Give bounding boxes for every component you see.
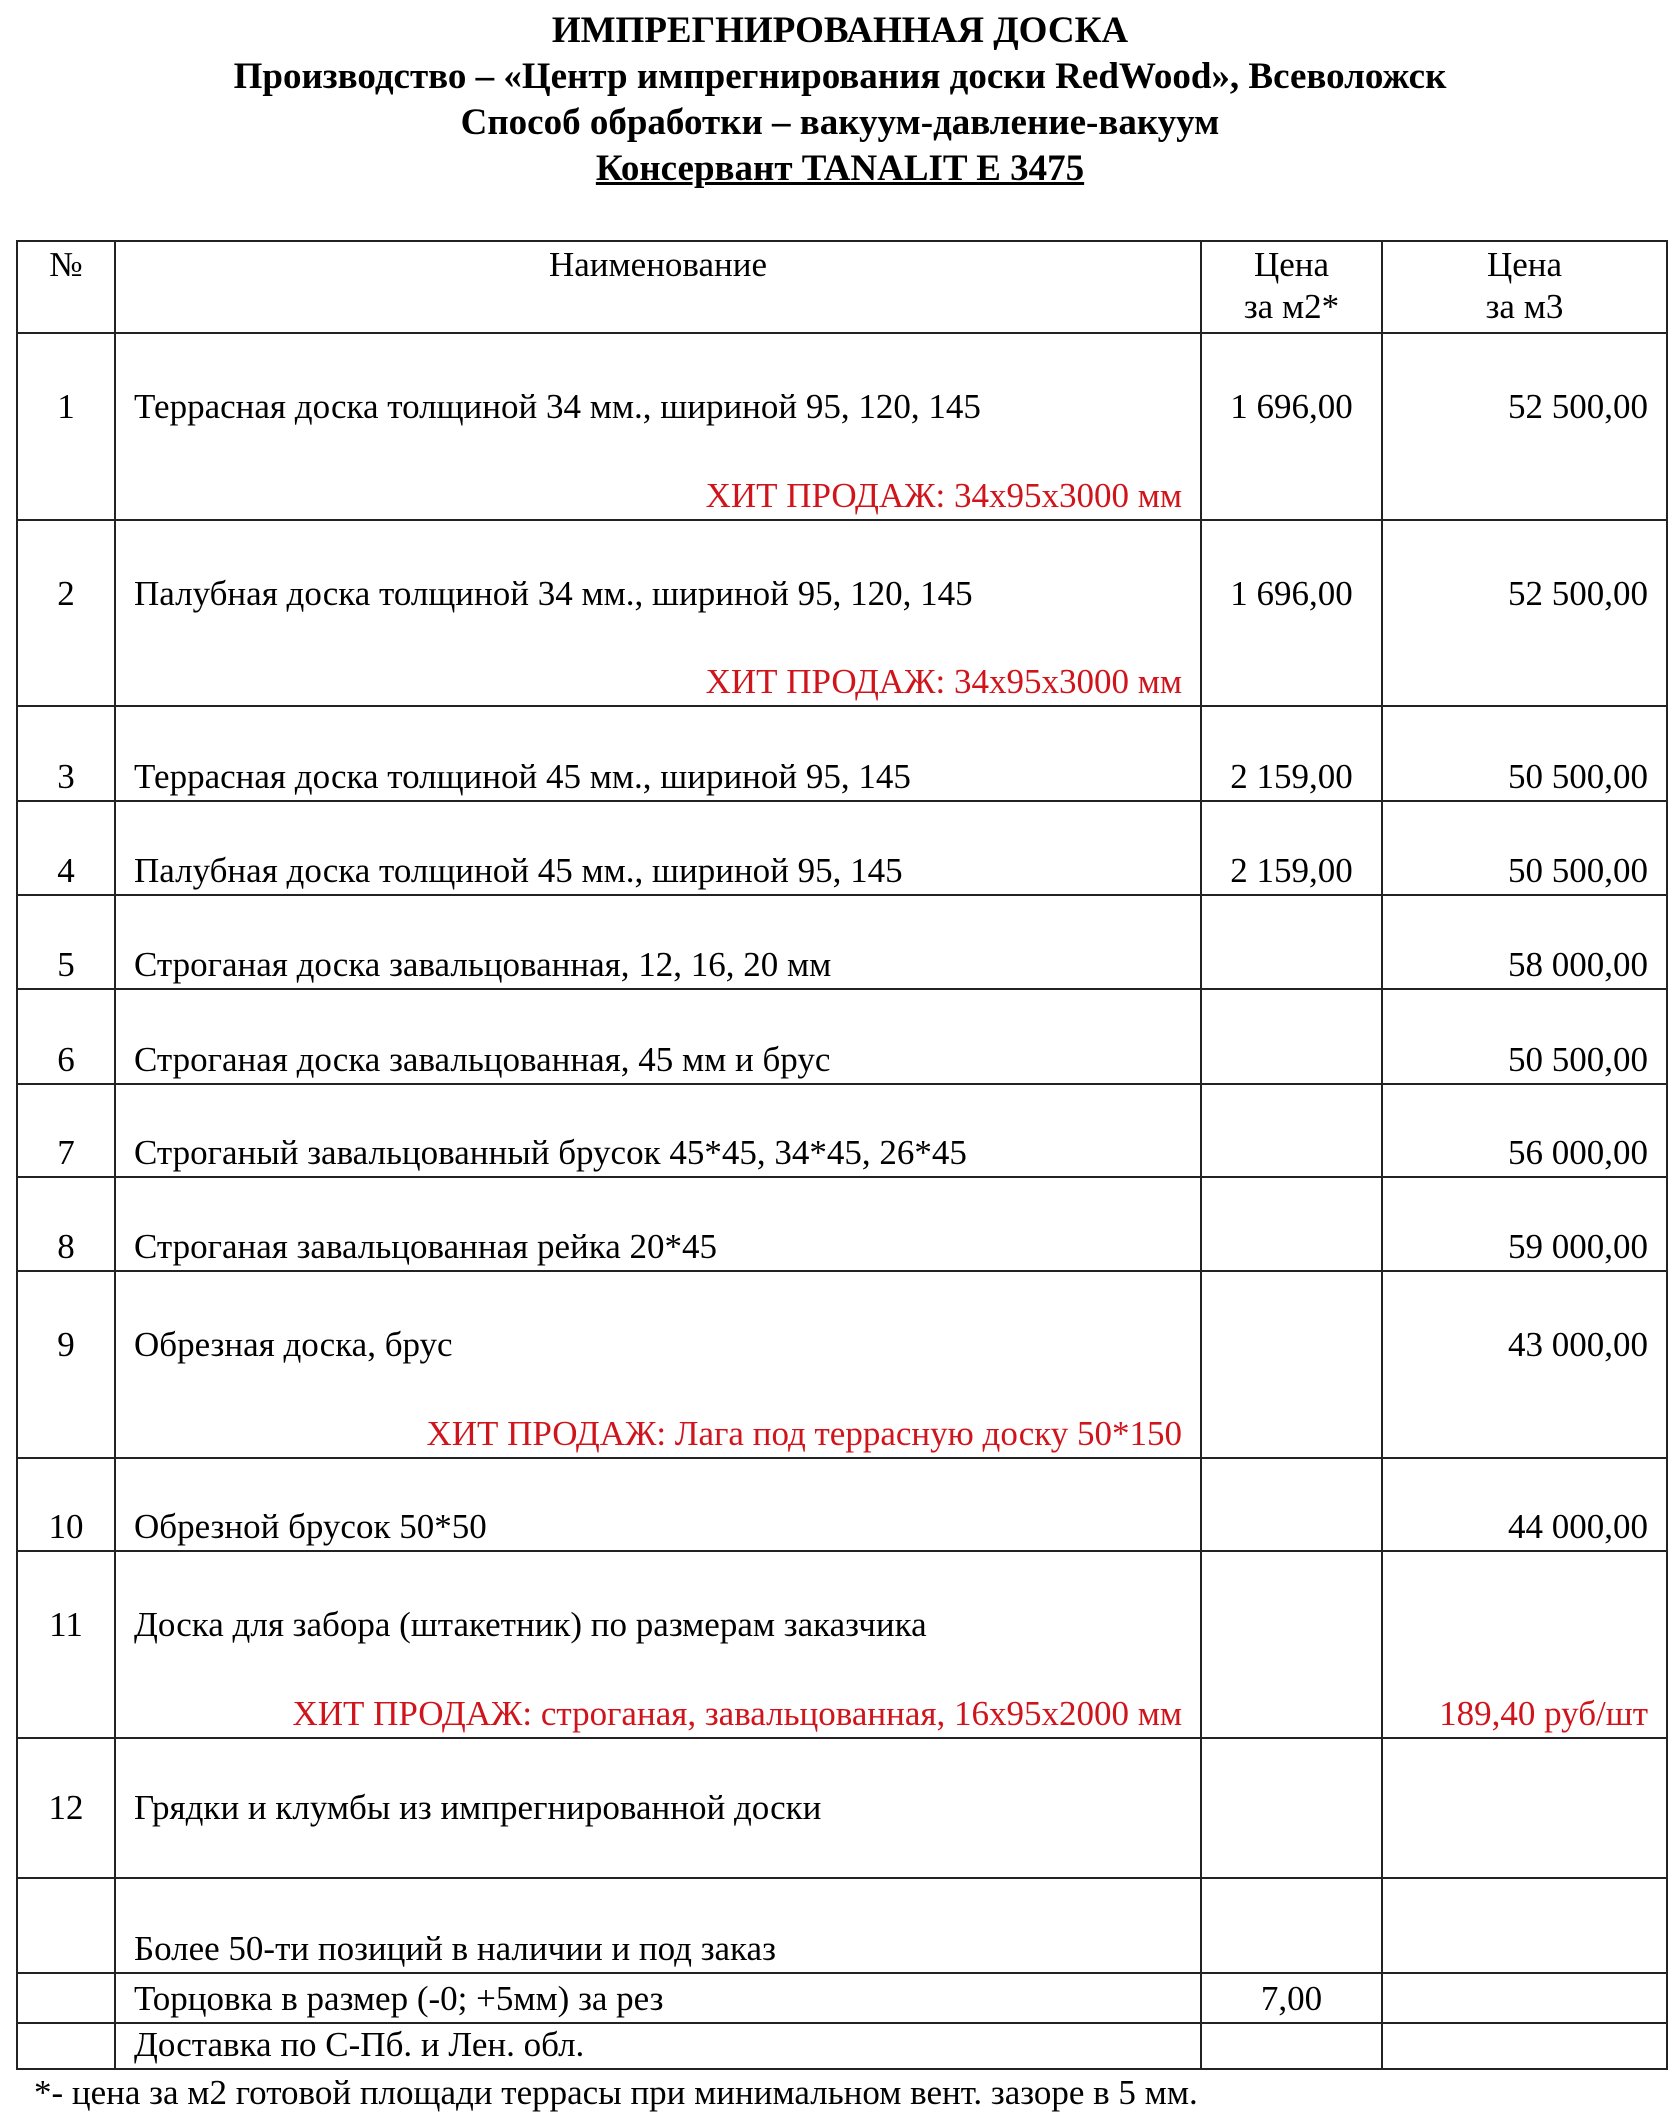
bestseller-price: 189,40 руб/шт [1439, 1694, 1648, 1733]
price-m2 [1201, 1177, 1382, 1271]
row-name: Торцовка в размер (-0; +5мм) за рез [115, 1973, 1201, 2023]
price-m2 [1201, 1084, 1382, 1177]
bestseller-note: ХИТ ПРОДАЖ: строганая, завальцованная, 16х95х2000 мм [292, 1694, 1182, 1733]
table-row [17, 1177, 1667, 1271]
row-name: Обрезной брусок 50*50 [115, 1458, 1201, 1551]
price-m3 [1382, 1878, 1667, 1973]
row-number: 1 [17, 333, 115, 520]
price-m3 [1382, 1973, 1667, 2023]
header-number: № [17, 241, 115, 333]
row-number: 5 [17, 895, 115, 989]
method-line: Способ обработки – вакуум-давление-вакуум [460, 102, 1220, 143]
row-name: Строганая доска завальцованная, 45 мм и брус [115, 989, 1201, 1084]
header-m3-line2: за м3 [1485, 287, 1564, 326]
row-name: Террасная доска толщиной 34 мм., шириной 95, 120, 145 [134, 387, 981, 426]
document-header [0, 8, 1680, 192]
row-name-cell [115, 520, 1201, 706]
price-m2 [1201, 1738, 1382, 1878]
price-m3: 44 000,00 [1382, 1458, 1667, 1551]
price-m2 [1201, 1878, 1382, 1973]
row-name-cell [115, 333, 1201, 520]
header-m2-line2: за м2* [1243, 287, 1340, 326]
price-m3: 43 000,00 [1382, 1271, 1667, 1458]
table-row [17, 1973, 1667, 2023]
price-m2: 2 159,00 [1201, 801, 1382, 895]
price-m3: 56 000,00 [1382, 1084, 1667, 1177]
row-number: 7 [17, 1084, 115, 1177]
row-number [17, 1973, 115, 2023]
price-m2: 1 696,00 [1201, 520, 1382, 706]
price-table [16, 240, 1668, 2070]
document-title: ИМПРЕГНИРОВАННАЯ ДОСКА [551, 10, 1129, 51]
row-name: Террасная доска толщиной 45 мм., шириной 95, 145 [115, 706, 1201, 801]
row-name: Более 50-ти позиций в наличии и под заказ [115, 1878, 1201, 1973]
row-name-cell [115, 1271, 1201, 1458]
table-row [17, 1878, 1667, 1973]
price-m2 [1201, 989, 1382, 1084]
price-m2 [1201, 895, 1382, 989]
price-m2 [1201, 1458, 1382, 1551]
price-m3: 59 000,00 [1382, 1177, 1667, 1271]
row-number [17, 2023, 115, 2069]
row-name-cell [115, 1551, 1201, 1738]
row-number: 12 [17, 1738, 115, 1878]
price-m2 [1201, 2023, 1382, 2069]
header-m3-line1: Цена [1486, 245, 1563, 284]
row-number [17, 1878, 115, 1973]
price-m3: 58 000,00 [1382, 895, 1667, 989]
price-m3 [1382, 2023, 1667, 2069]
price-m2 [1201, 1551, 1382, 1738]
bestseller-note: ХИТ ПРОДАЖ: Лага под террасную доску 50*150 [426, 1414, 1182, 1453]
row-name: Строганая завальцованная рейка 20*45 [115, 1177, 1201, 1271]
table-row [17, 895, 1667, 989]
price-m2: 7,00 [1201, 1973, 1382, 2023]
producer-line: Производство – «Центр импрегнирования доски RedWood», Всеволожск [233, 56, 1447, 97]
bestseller-note: ХИТ ПРОДАЖ: 34х95х3000 мм [705, 476, 1182, 515]
row-name: Палубная доска толщиной 45 мм., шириной 95, 145 [115, 801, 1201, 895]
header-price-m3 [1382, 241, 1667, 333]
bestseller-note: ХИТ ПРОДАЖ: 34х95х3000 мм [705, 662, 1182, 701]
row-name: Доставка по С-Пб. и Лен. обл. [115, 2023, 1201, 2069]
row-name: Палубная доска толщиной 34 мм., шириной 95, 120, 145 [134, 574, 973, 613]
price-m3 [1382, 1738, 1667, 1878]
table-row [17, 1271, 1667, 1458]
price-m2: 1 696,00 [1201, 333, 1382, 520]
row-name: Строганая доска завальцованная, 12, 16, 20 мм [115, 895, 1201, 989]
table-row [17, 333, 1667, 520]
row-number: 9 [17, 1271, 115, 1458]
table-row [17, 1458, 1667, 1551]
row-number: 4 [17, 801, 115, 895]
preservative-line: Консервант TANALIT E 3475 [595, 148, 1085, 189]
price-m2 [1201, 1271, 1382, 1458]
footnote: *- цена за м2 готовой площади террасы при минимальном вент. зазоре в 5 мм. [34, 2073, 1198, 2112]
row-number: 2 [17, 520, 115, 706]
row-name: Обрезная доска, брус [134, 1325, 453, 1364]
table-row [17, 1738, 1667, 1878]
price-m3: 52 500,00 [1382, 333, 1667, 520]
price-m3: 50 500,00 [1382, 801, 1667, 895]
row-name: Доска для забора (штакетник) по размерам заказчика [134, 1605, 927, 1644]
row-number: 8 [17, 1177, 115, 1271]
table-row [17, 520, 1667, 706]
price-m3-cell [1382, 1551, 1667, 1738]
row-number: 6 [17, 989, 115, 1084]
table-row [17, 1084, 1667, 1177]
table-header-row [17, 241, 1667, 333]
row-number: 11 [17, 1551, 115, 1738]
table-row [17, 801, 1667, 895]
row-number: 3 [17, 706, 115, 801]
header-price-m2 [1201, 241, 1382, 333]
table-row [17, 989, 1667, 1084]
price-m3: 50 500,00 [1382, 989, 1667, 1084]
price-m3: 52 500,00 [1382, 520, 1667, 706]
table-row [17, 706, 1667, 801]
header-m2-line1: Цена [1253, 245, 1330, 284]
price-m2: 2 159,00 [1201, 706, 1382, 801]
row-number: 10 [17, 1458, 115, 1551]
table-row [17, 1551, 1667, 1738]
price-m3: 50 500,00 [1382, 706, 1667, 801]
table-row [17, 2023, 1667, 2069]
row-name: Строганый завальцованный брусок 45*45, 34*45, 26*45 [115, 1084, 1201, 1177]
row-name: Грядки и клумбы из импрегнированной доски [115, 1738, 1201, 1878]
header-name: Наименование [115, 241, 1201, 333]
